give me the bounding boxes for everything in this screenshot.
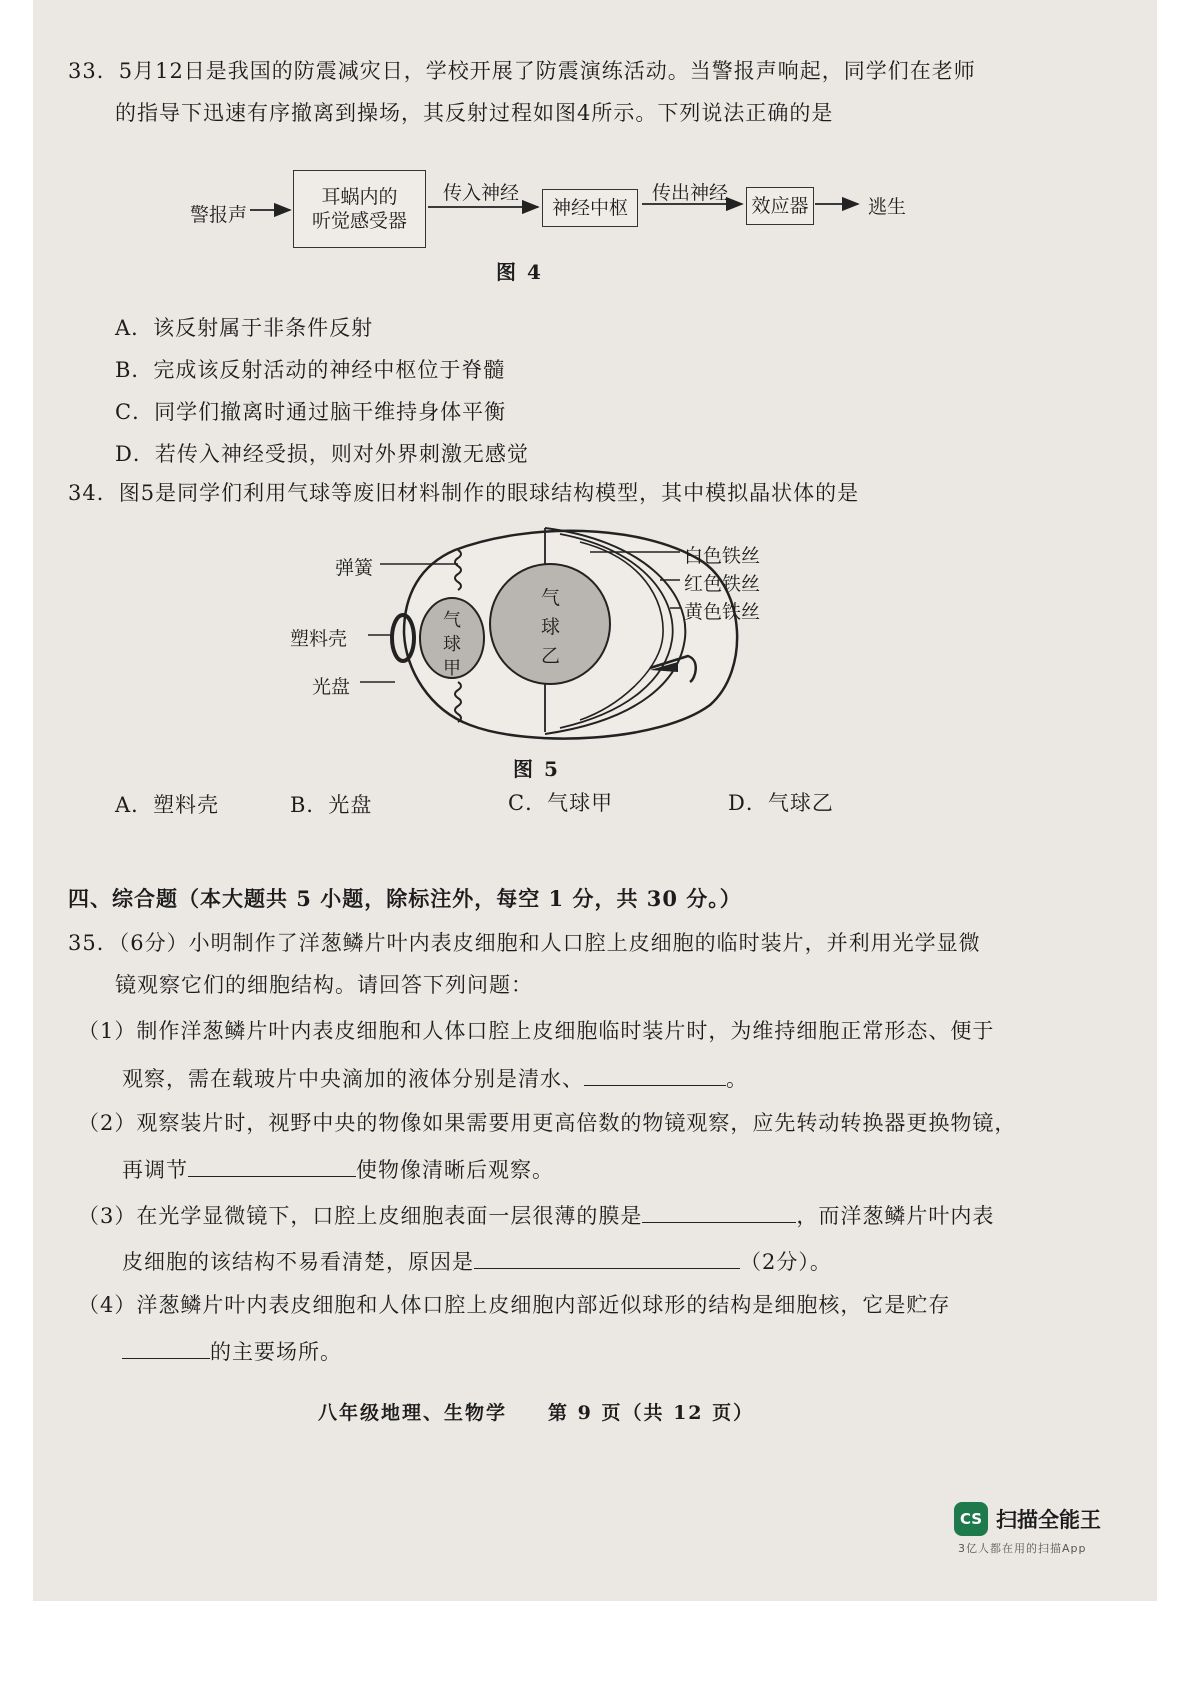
fig5-caption: 图 5 bbox=[513, 757, 560, 781]
fig5-label-red-wire: 红色铁丝 bbox=[684, 573, 761, 595]
fig4-receptor-box bbox=[293, 170, 426, 248]
scanner-app-name: 扫描全能王 bbox=[996, 1508, 1101, 1532]
q35-part1-text: 观察，需在载玻片中央滴加的液体分别是清水、 bbox=[122, 1067, 584, 1091]
q35-part1-answer-blank[interactable] bbox=[584, 1065, 726, 1086]
q35-part3-end: （2分）。 bbox=[740, 1250, 832, 1274]
fig5-label-disc: 光盘 bbox=[312, 676, 351, 698]
q35-part3-text-c: 皮细胞的该结构不易看清楚，原因是 bbox=[122, 1250, 474, 1274]
balloon-a-char1: 气 bbox=[443, 610, 461, 631]
q35-part3-text-b: ，而洋葱鳞片叶内表 bbox=[796, 1204, 995, 1228]
q35-part4-line2 bbox=[122, 1338, 342, 1365]
q35-part2-end: 使物像清晰后观察。 bbox=[356, 1158, 554, 1182]
q35-part2-text: 再调节 bbox=[122, 1158, 188, 1182]
q35-stem-line1: 35．（6分）小明制作了洋葱鳞片叶内表皮细胞和人口腔上皮细胞的临时装片，并利用光学显微 bbox=[68, 931, 981, 955]
q35-part4-answer-blank[interactable] bbox=[122, 1338, 210, 1359]
fig5-label-white-wire: 白色铁丝 bbox=[684, 545, 761, 567]
balloon-b-char2: 球 bbox=[541, 616, 561, 638]
scanner-app-tagline: 3亿人都在用的扫描App bbox=[958, 1542, 1087, 1555]
q35-part3-answer-blank-1[interactable] bbox=[642, 1202, 796, 1223]
q33-stem-line2: 的指导下迅速有序撤离到操场，其反射过程如图4所示。下列说法正确的是 bbox=[115, 101, 834, 125]
q33-option-b: B．完成该反射活动的神经中枢位于脊髓 bbox=[115, 358, 506, 382]
q35-stem-line2: 镜观察它们的细胞结构。请回答下列问题： bbox=[115, 973, 533, 997]
fig4-arrows bbox=[0, 0, 1190, 280]
q33-option-c: C．同学们撤离时通过脑干维持身体平衡 bbox=[115, 400, 507, 424]
footer-page-number: 第 9 页（共 12 页） bbox=[548, 1402, 755, 1424]
q35-part4-line1: （4）洋葱鳞片叶内表皮细胞和人体口腔上皮细胞内部近似球形的结构是细胞核，它是贮存 bbox=[78, 1293, 951, 1317]
q35-part1-line2 bbox=[122, 1065, 748, 1092]
q35-part3-answer-blank-2[interactable] bbox=[474, 1248, 740, 1269]
q34-option-b: B．光盘 bbox=[290, 793, 373, 817]
fig5-label-spring: 弹簧 bbox=[335, 557, 374, 579]
fig4-receptor-line1: 耳蜗内的 bbox=[321, 186, 398, 208]
balloon-a-char3: 甲 bbox=[443, 658, 461, 679]
balloon-b-char1: 气 bbox=[541, 587, 561, 609]
q35-part2-line1: （2）观察装片时，视野中央的物像如果需要用更高倍数的物镜观察，应先转动转换器更换物镜， bbox=[78, 1111, 1017, 1135]
q35-part2-line2 bbox=[122, 1156, 554, 1183]
q35-part3-text-a: （3）在光学显微镜下，口腔上皮细胞表面一层很薄的膜是 bbox=[78, 1204, 643, 1228]
q35-part3-line1 bbox=[78, 1202, 994, 1229]
fig4-start-label: 警报声 bbox=[190, 204, 248, 226]
fig4-receptor-line2: 听觉感受器 bbox=[311, 210, 407, 232]
q35-part1-end: 。 bbox=[726, 1067, 748, 1091]
q34-option-a: A．塑料壳 bbox=[115, 793, 220, 817]
fig4-efferent-label: 传出神经 bbox=[652, 182, 729, 204]
q33-option-d: D．若传入神经受损，则对外界刺激无感觉 bbox=[115, 442, 529, 466]
fig4-center-box: 神经中枢 bbox=[542, 189, 638, 227]
q34-stem: 34．图5是同学们利用气球等废旧材料制作的眼球结构模型，其中模拟晶状体的是 bbox=[68, 481, 860, 505]
scanner-watermark bbox=[954, 1502, 1101, 1536]
q34-option-c: C．气球甲 bbox=[508, 791, 614, 815]
fig4-end-label: 逃生 bbox=[868, 196, 907, 218]
section-4-title: 四、综合题（本大题共 5 小题，除标注外，每空 1 分，共 30 分。） bbox=[68, 886, 742, 911]
q35-part4-end: 的主要场所。 bbox=[210, 1340, 342, 1364]
q35-part1-line1: （1）制作洋葱鳞片叶内表皮细胞和人体口腔上皮细胞临时装片时，为维持细胞正常形态、便于 bbox=[78, 1019, 995, 1043]
fig5-label-yellow-wire: 黄色铁丝 bbox=[684, 601, 761, 623]
fig4-afferent-label: 传入神经 bbox=[443, 182, 520, 204]
q35-part2-answer-blank[interactable] bbox=[188, 1156, 356, 1177]
q33-stem-line1: 33．5月12日是我国的防震减灾日，学校开展了防震演练活动。当警报声响起，同学们在老师 bbox=[68, 59, 976, 83]
q33-option-a: A．该反射属于非条件反射 bbox=[115, 316, 374, 340]
fig4-caption: 图 4 bbox=[496, 260, 543, 284]
fig4-effector-box: 效应器 bbox=[746, 187, 814, 225]
cs-logo-icon: CS bbox=[954, 1502, 988, 1536]
q35-part3-line2 bbox=[122, 1248, 832, 1275]
footer-subject: 八年级地理、生物学 bbox=[318, 1402, 508, 1424]
fig5-label-shell: 塑料壳 bbox=[290, 628, 348, 650]
balloon-a-char2: 球 bbox=[443, 634, 461, 655]
q34-option-d: D．气球乙 bbox=[728, 791, 834, 815]
balloon-b-char3: 乙 bbox=[541, 645, 561, 667]
